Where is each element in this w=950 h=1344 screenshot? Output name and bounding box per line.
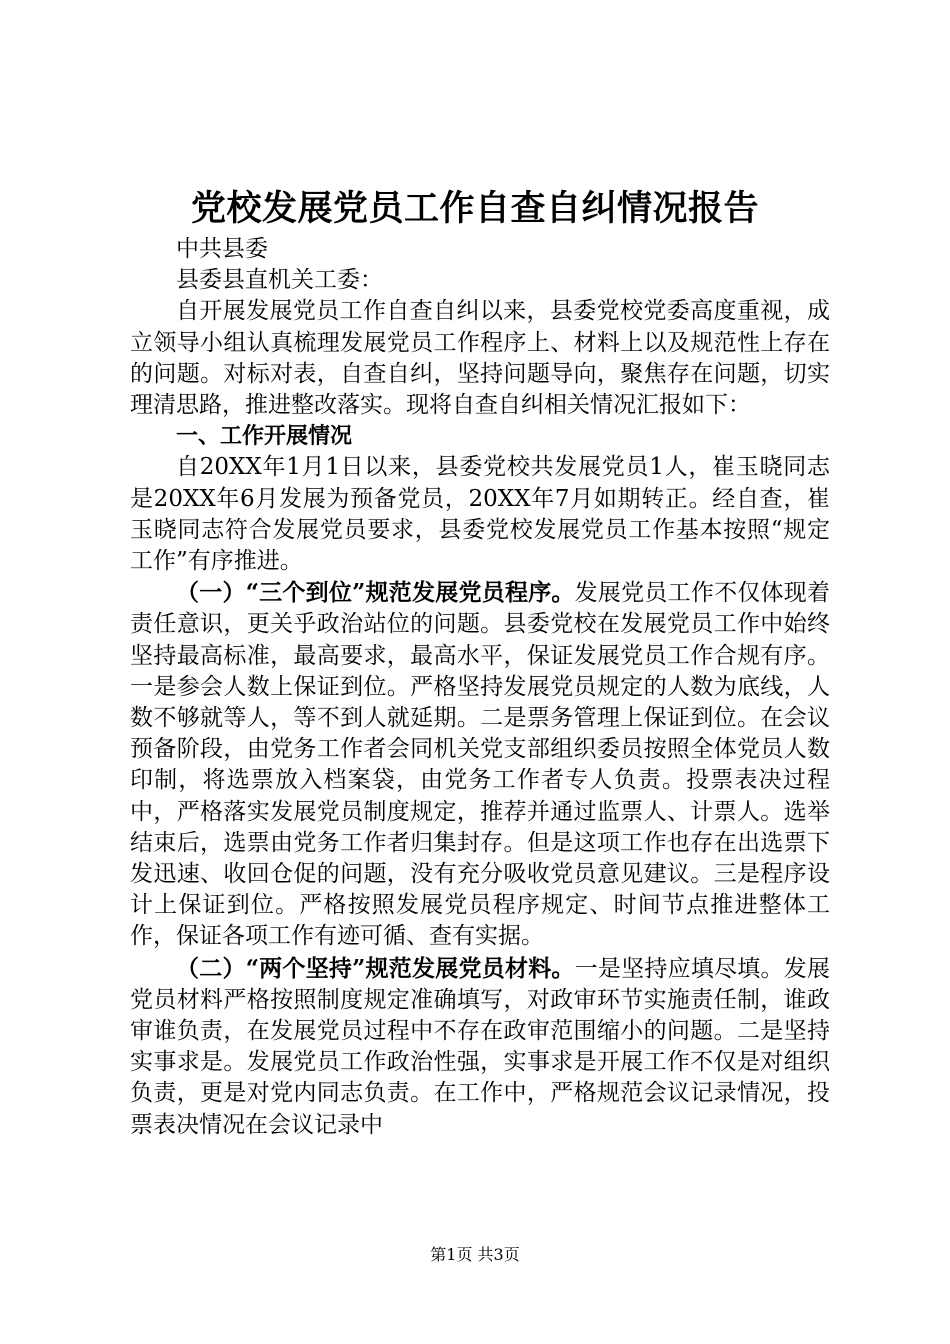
subsection-1-paragraph xyxy=(130,577,830,952)
section-1-heading: 一、工作开展情况 xyxy=(176,424,353,450)
section-1-paragraph: 自20XX年1月1日以来，县委党校共发展党员1人，崔玉晓同志是20XX年6月发展为预备党员，20XX年7月如期转正。经自查，崔玉晓同志符合发展党员要求，县委党校发展党员工作基本按照“规定工作”有序推进。 xyxy=(130,454,830,575)
subsection-2-heading: （二）“两个坚持”规范发展党员材料。 xyxy=(176,954,575,982)
subsection-2-paragraph xyxy=(130,953,830,1141)
document-title: 党校发展党员工作自查自纠情况报告 xyxy=(190,188,759,229)
intro-paragraph: 自开展发展党员工作自查自纠以来，县委党校党委高度重视，成立领导小组认真梳理发展党员工作程序上、材料上以及规范性上存在的问题。对标对表，自查自纠，坚持问题导向，聚焦存在问题，切实理清思路，推进整改落实。现将自查自纠相关情况汇报如下： xyxy=(130,298,830,419)
subsection-2-text: 一是坚持应填尽填。发展党员材料严格按照制度规定准确填写，对政审环节实施责任制，谁政审谁负责，在发展党员过程中不存在政审范围缩小的问题。二是坚持实事求是。发展党员工作政治性强，实事求是开展工作不仅是对组织负责，更是对党内同志负责。在工作中，严格规范会议记录情况，投票表决情况在会议记录中 xyxy=(130,955,831,1138)
recipient-line-1: 中共县委 xyxy=(176,236,268,262)
page-footer: 第1页 共3页 xyxy=(430,1245,520,1264)
document-body xyxy=(130,234,830,1141)
subsection-1-heading: （一）“三个到位”规范发展党员程序。 xyxy=(176,579,575,607)
recipient-line-2: 县委县直机关工委： xyxy=(176,267,383,294)
subsection-1-text: 发展党员工作不仅体现着责任意识，更关乎政治站位的问题。县委党校在发展党员工作中始终坚持最高标准，最高要求，最高水平，保证发展党员工作合规有序。一是参会人数上保证到位。严格坚持发展党员规定的人数为底线，人数不够就等人，等不到人就延期。二是票务管理上保证到位。在会议预备阶段，由党务工作者会同机关党支部组织委员按照全体党员人数印制，将选票放入档案袋，由党务工作者专人负责。投票表决过程中，严格落实发展党员制度规定，推荐并通过监票人、计票人。选举结束后，选票由党务工作者归集封存。但是这项工作也存在出选票下发迅速、收回仓促的问题，没有充分吸收党员意见建议。三是程序设计上保证到位。严格按照发展党员程序规定、时间节点推进整体工作，保证各项工作有迹可循、查有实据。 xyxy=(130,580,831,950)
